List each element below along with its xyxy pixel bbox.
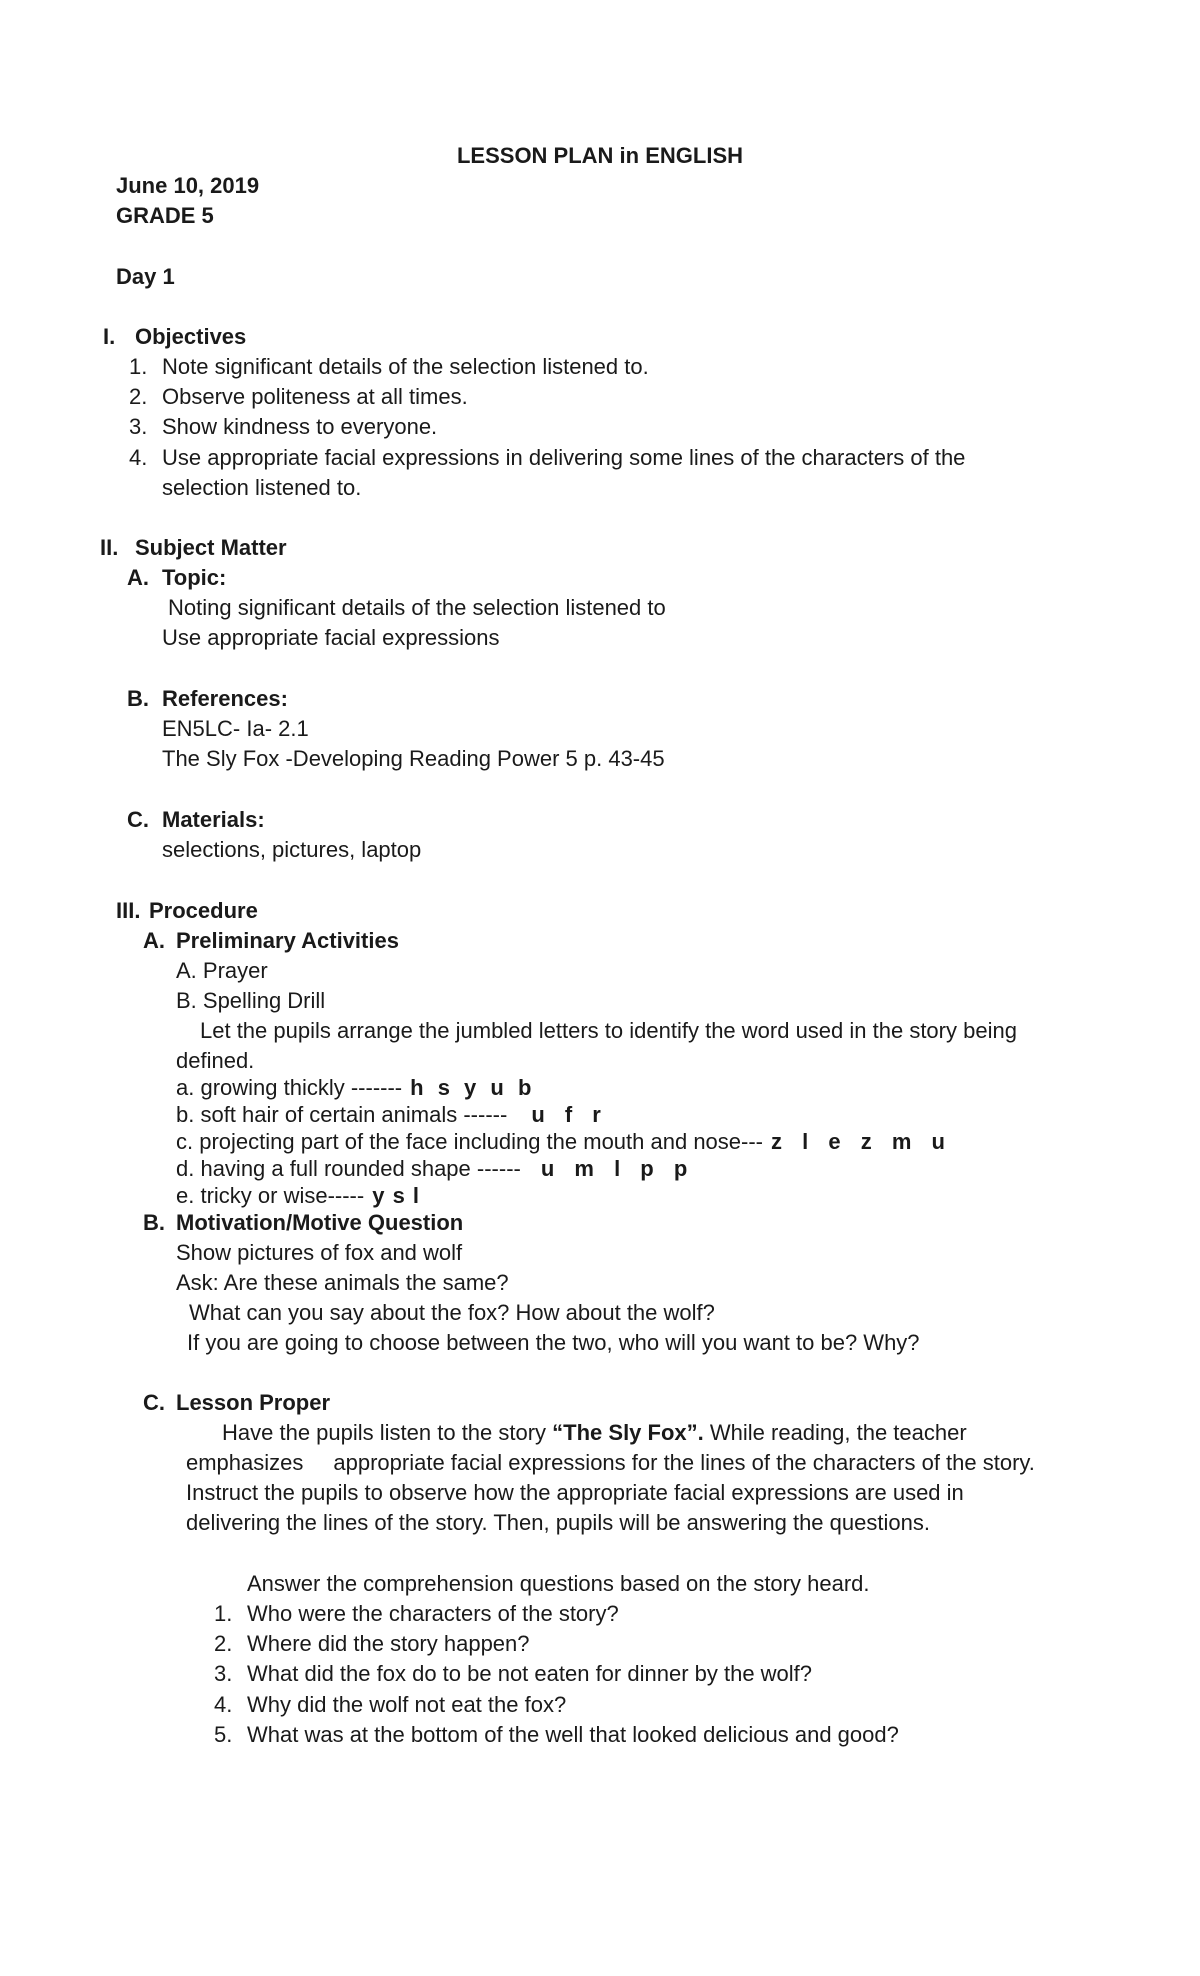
reference-line: The Sly Fox -Developing Reading Power 5 p. 43-45 xyxy=(162,746,665,771)
lesson-text: While reading, the teacher xyxy=(703,1420,967,1445)
jumbled-letters: y s l xyxy=(372,1183,420,1208)
motivation-line: What can you say about the fox? How about the wolf? xyxy=(189,1300,715,1325)
sub-letter: C. xyxy=(143,1390,165,1415)
lesson-proper-heading: Lesson Proper xyxy=(176,1390,331,1415)
drill-row xyxy=(176,1073,531,1103)
drill-instruction: Let the pupils arrange the jumbled letters to identify the word used in the story being xyxy=(200,1018,1017,1043)
prayer-item: A. Prayer xyxy=(176,958,268,983)
spelling-drill-item: B. Spelling Drill xyxy=(176,988,326,1013)
jumbled-letters: z l e z m u xyxy=(771,1129,945,1154)
list-number: 4. xyxy=(129,445,148,470)
lesson-text: appropriate facial expressions for the lines of the characters of the story. xyxy=(333,1450,1035,1475)
questions-intro: Answer the comprehension questions based on the story heard. xyxy=(247,1571,870,1596)
motivation-line: Show pictures of fox and wolf xyxy=(176,1240,463,1265)
drill-row xyxy=(176,1181,419,1211)
day-label: Day 1 xyxy=(116,264,175,289)
list-number: 2. xyxy=(129,384,148,409)
section-heading-subject-matter: Subject Matter xyxy=(135,535,287,560)
motivation-line: Ask: Are these animals the same? xyxy=(176,1270,509,1295)
list-number: 3. xyxy=(214,1661,233,1686)
drill-clue: c. projecting part of the face including the mouth and nose--- xyxy=(176,1129,764,1154)
lesson-text: Have the pupils listen to the story xyxy=(222,1420,553,1445)
drill-clue: e. tricky or wise----- xyxy=(176,1183,365,1208)
lesson-paragraph xyxy=(222,1418,967,1448)
sub-letter: A. xyxy=(143,928,165,953)
topic-heading: Topic: xyxy=(162,565,227,590)
objective-item: Use appropriate facial expressions in delivering some lines of the characters of the xyxy=(162,445,966,470)
topic-line: Use appropriate facial expressions xyxy=(162,625,500,650)
drill-row xyxy=(176,1100,601,1130)
drill-clue: d. having a full rounded shape ------ xyxy=(176,1156,521,1181)
section-numeral: I. xyxy=(103,324,116,349)
page-title: LESSON PLAN in ENGLISH xyxy=(456,143,744,168)
objective-item: Note significant details of the selection listened to. xyxy=(162,354,649,379)
list-number: 2. xyxy=(214,1631,233,1656)
drill-row xyxy=(176,1154,687,1184)
preliminary-heading: Preliminary Activities xyxy=(176,928,399,953)
question-item: Who were the characters of the story? xyxy=(247,1601,619,1626)
motivation-line: If you are going to choose between the two, who will you want to be? Why? xyxy=(187,1330,920,1355)
lesson-date: June 10, 2019 xyxy=(116,173,260,198)
section-numeral: II. xyxy=(100,535,119,560)
list-number: 5. xyxy=(214,1722,233,1747)
jumbled-letters: u m l p p xyxy=(540,1156,688,1181)
lesson-paragraph: Instruct the pupils to observe how the appropriate facial expressions are used in xyxy=(186,1480,964,1505)
grade-level: GRADE 5 xyxy=(116,203,214,228)
list-number: 1. xyxy=(129,354,148,379)
motivation-heading: Motivation/Motive Question xyxy=(176,1210,464,1235)
drill-clue: a. growing thickly ------- xyxy=(176,1075,403,1100)
references-heading: References: xyxy=(162,686,288,711)
lesson-text: emphasizes xyxy=(186,1450,304,1475)
topic-line: Noting significant details of the selection listened to xyxy=(168,595,666,620)
objective-item: Observe politeness at all times. xyxy=(162,384,468,409)
question-item: Why did the wolf not eat the fox? xyxy=(247,1692,567,1717)
objective-item-continued: selection listened to. xyxy=(162,475,362,500)
jumbled-letters: h s y u b xyxy=(410,1075,532,1100)
lesson-paragraph: delivering the lines of the story. Then, pupils will be answering the questions. xyxy=(186,1510,930,1535)
jumbled-letters: u f r xyxy=(531,1102,601,1127)
sub-letter: B. xyxy=(143,1210,165,1235)
drill-clue: b. soft hair of certain animals ------ xyxy=(176,1102,508,1127)
objective-item: Show kindness to everyone. xyxy=(162,414,438,439)
drill-row xyxy=(176,1127,945,1157)
section-numeral: III. xyxy=(116,898,141,923)
drill-instruction-continued: defined. xyxy=(176,1048,255,1073)
story-title: “The Sly Fox”. xyxy=(552,1420,704,1445)
question-item: Where did the story happen? xyxy=(247,1631,530,1656)
list-number: 1. xyxy=(214,1601,233,1626)
sub-letter: B. xyxy=(127,686,149,711)
question-item: What was at the bottom of the well that looked delicious and good? xyxy=(247,1722,899,1747)
list-number: 4. xyxy=(214,1692,233,1717)
materials-heading: Materials: xyxy=(162,807,265,832)
section-heading-objectives: Objectives xyxy=(135,324,247,349)
materials-line: selections, pictures, laptop xyxy=(162,837,422,862)
sub-letter: A. xyxy=(127,565,149,590)
lesson-paragraph xyxy=(186,1448,1035,1478)
section-heading-procedure: Procedure xyxy=(149,898,258,923)
reference-line: EN5LC- Ia- 2.1 xyxy=(162,716,309,741)
question-item: What did the fox do to be not eaten for dinner by the wolf? xyxy=(247,1661,813,1686)
sub-letter: C. xyxy=(127,807,149,832)
list-number: 3. xyxy=(129,414,148,439)
